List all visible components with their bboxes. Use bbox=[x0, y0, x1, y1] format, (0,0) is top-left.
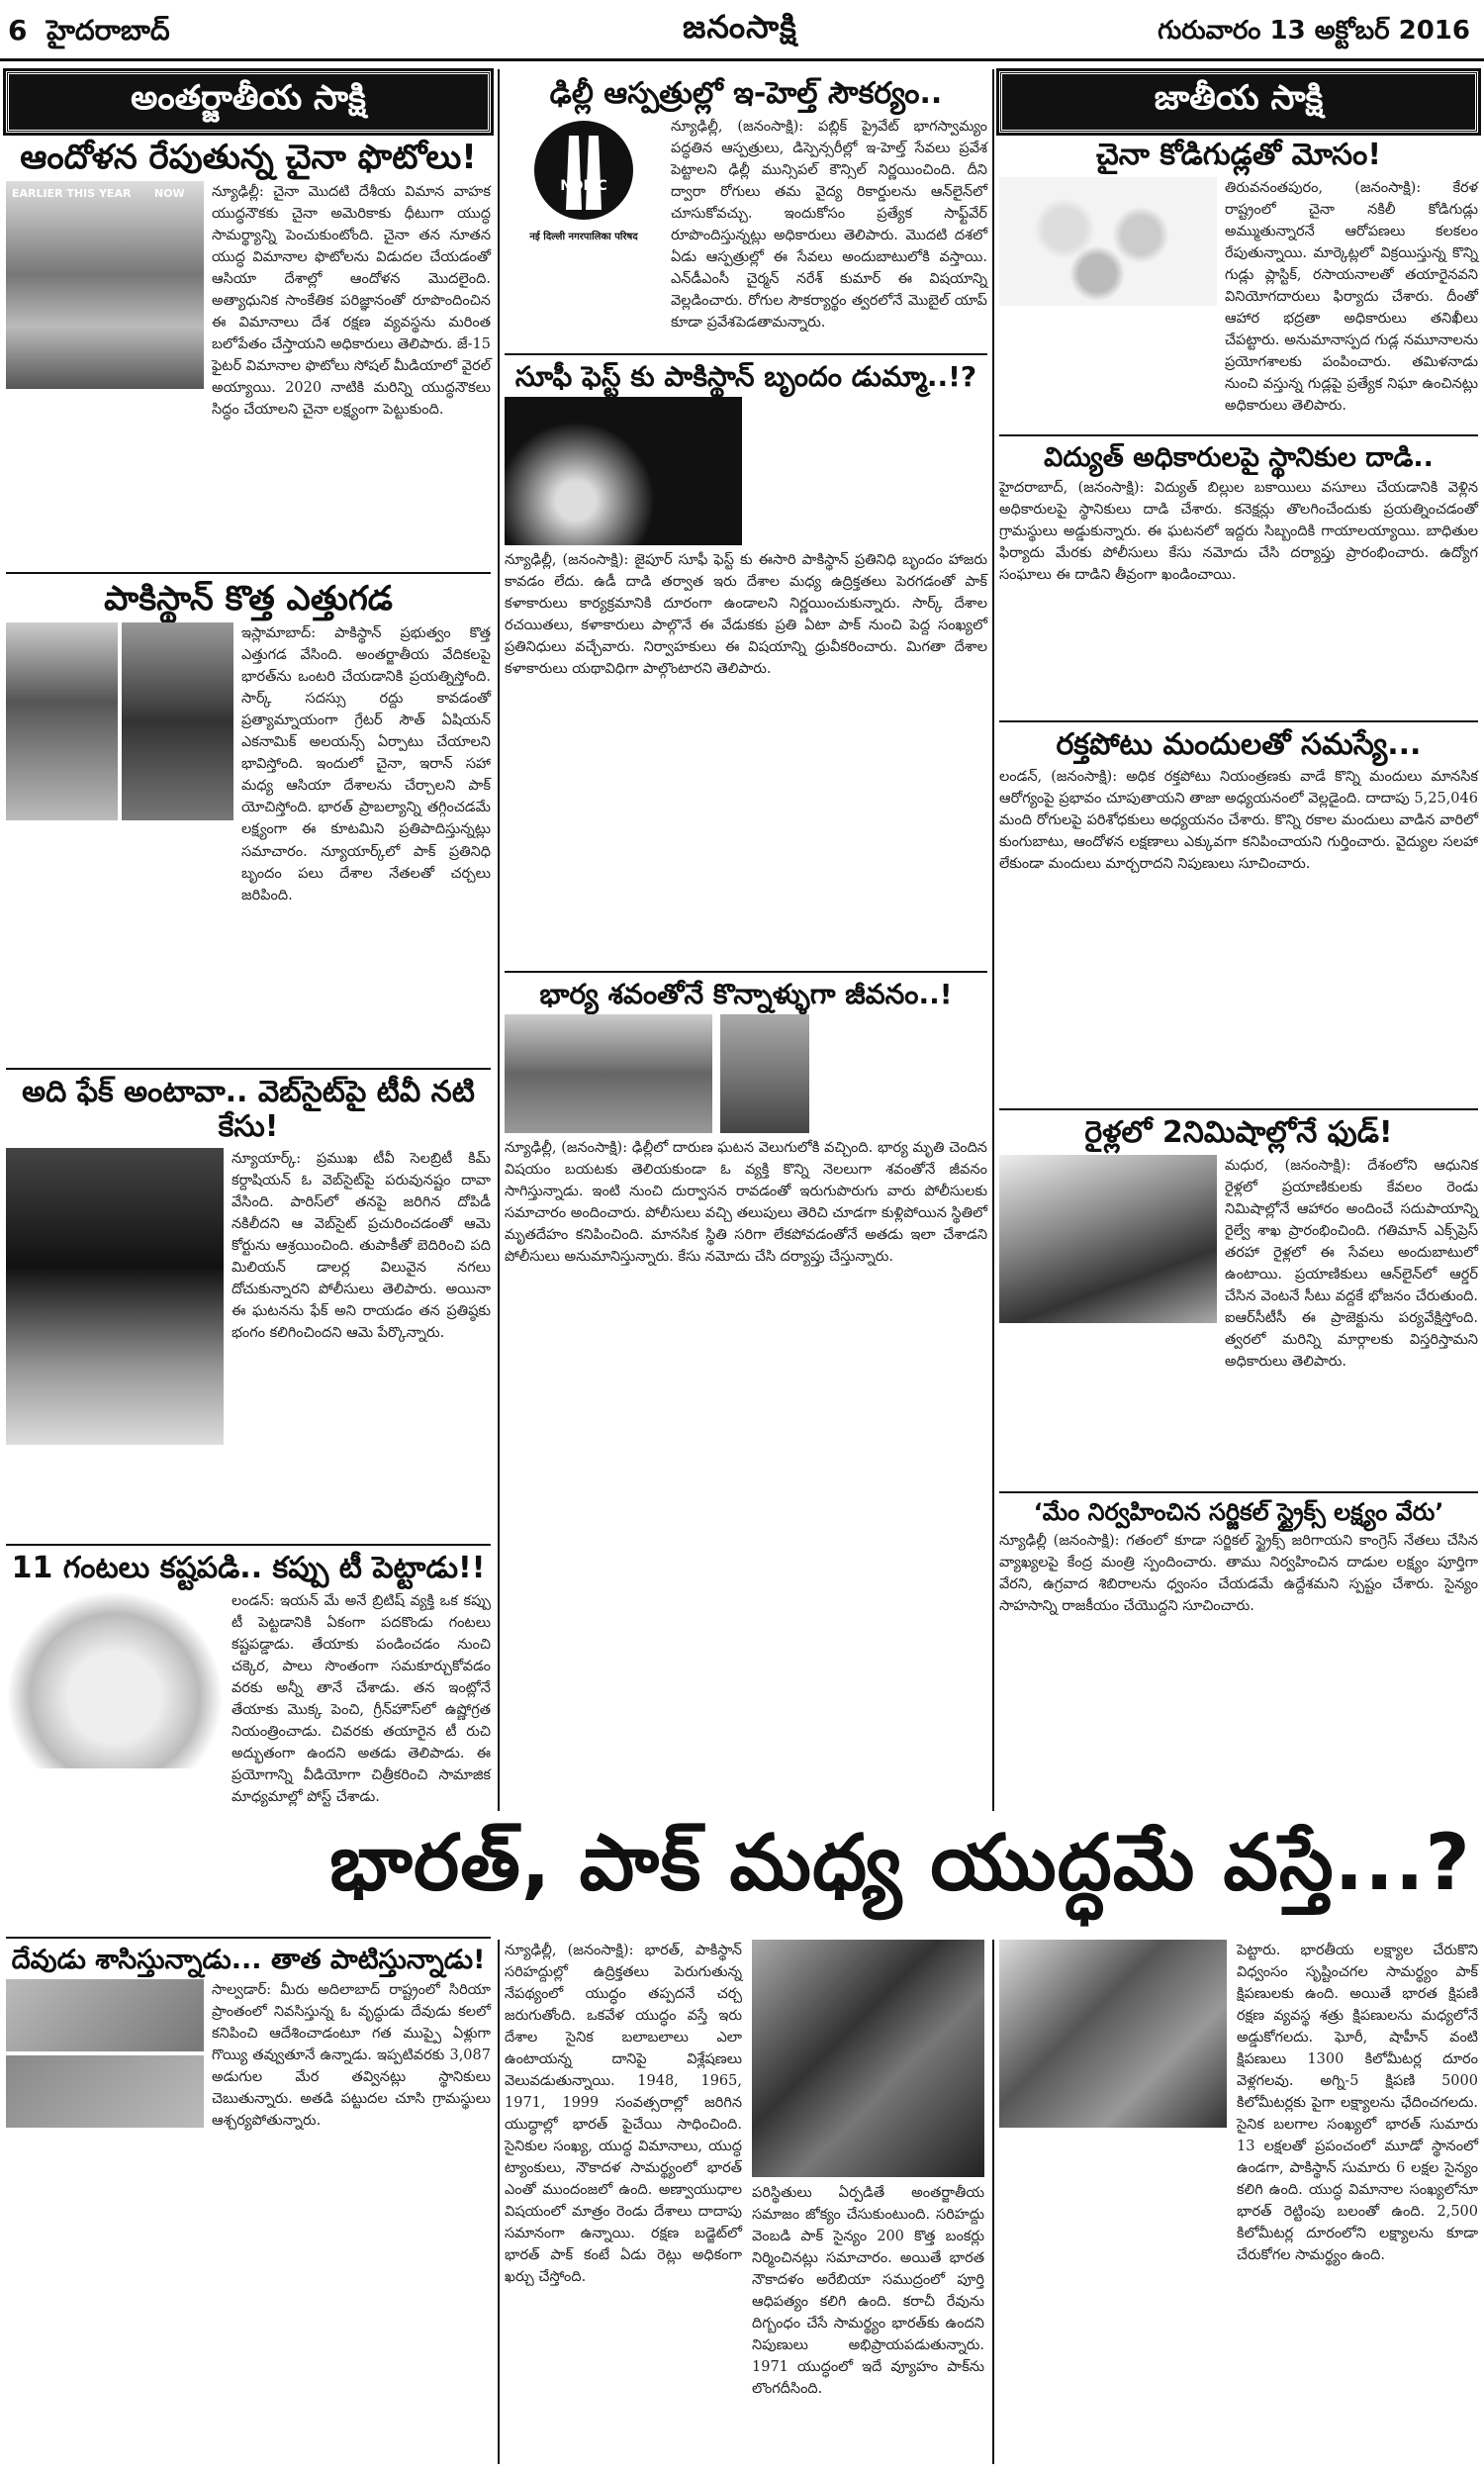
actress-photo bbox=[6, 1148, 224, 1445]
article-china-photos bbox=[6, 181, 491, 419]
aircraft-carrier-photo: EARLIER THIS YEAR NOW bbox=[6, 181, 204, 389]
missile-photo bbox=[999, 1940, 1227, 2128]
article-body: లండన్: ఇయన్ మే అనే బ్రిటిష్ వ్యక్తి ఒక కప్పు టీ పెట్టడానికి ఏకంగా పదకొండు గంటలు కష్టపడ్డాడు. తేయాకు పండించడం నుంచి చక్కెర, పాలు సొంతంగా సమకూర్చుకోవడం వరకు అన్నీ తానే చేశాడు. తన ఇంట్లోనే తేయాకు మొక్క పెంచి, గ్రీన్‌హౌస్‌లో ఉష్ణోగ్రత నియంత్రించాడు. చివరకు తయారైన టీ రుచి అద్భుతంగా ఉందని అతడు తెలిపాడు. ఈ ప్రయోగాన్ని వీడియోగా చిత్రీకరించి సామాజిక మాధ్యమాల్లో పోస్ట్ చేశాడు. bbox=[232, 1592, 491, 1805]
article-body: ఇస్లామాబాద్: పాకిస్థాన్ ప్రభుత్వం కొత్త ఎత్తుగడ వేసింది. అంతర్జాతీయ వేదికలపై భారత్‌ను ఒంటరి చేయడానికి ప్రయత్నిస్తోంది. సార్క్ సదస్సు రద్దు కావడంతో ప్రత్యామ్నాయంగా గ్రేటర్ సౌత్ ఏషియన్ ఎకనామిక్ అలయన్స్ ఏర్పాటు చేయాలని భావిస్తోంది. ఇందులో చైనా, ఇరాన్ సహా మధ్య ఆసియా దేశాలను చేర్చాలని పాక్ యోచిస్తోంది. భారత్ ప్రాబల్యాన్ని తగ్గించడమే లక్ష్యంగా ఈ కూటమిని ప్రతిపాదిస్తున్నట్లు సమాచారం. న్యూయార్క్‌లో పాక్ ప్రతినిధి బృందం పలు దేశాల నేతలతో చర్చలు జరిపింది. bbox=[241, 625, 491, 904]
headline-china-photos: ఆందోళన రేపుతున్న చైనా ఫొటోలు! bbox=[20, 138, 477, 177]
headline-fake-website: అది ఫేక్ అంటావా.. వెబ్‌సైట్‌పై టీవీ నటి కేసు! bbox=[22, 1075, 475, 1144]
section-international: అంతర్జాతీయ సాక్షి bbox=[6, 71, 491, 133]
article-body: న్యూఢిల్లీ, (జనంసాక్షి): పబ్లిక్ ప్రైవేట్ భాగస్వామ్యం పద్ధతిన ఆస్పత్రులు, డిస్పెన్సరీల్లో ఇ-హెల్త్ సేవలు ప్రవేశ పెట్టాలని ఢిల్లీ మున్సిపల్ కౌన్సిల్ నిర్ణయించింది. దీని ద్వారా రోగులు తమ వైద్య రికార్డులను ఆన్‌లైన్‌లో చూసుకోవచ్చు. ఇందుకోసం ప్రత్యేక సాఫ్ట్‌వేర్ రూపొందిస్తున్నట్లు అధికారులు తెలిపారు. మొదటి దశలో ఏడు ఆస్పత్రుల్లో ఈ సేవలు అందుబాటులోకి వస్తాయి. ఎన్‌డీఎంసీ చైర్మన్ నరేశ్ కుమార్ ఈ విషయాన్ని వెల్లడించారు. రోగుల సౌకర్యార్థం త్వరలోనే మొబైల్ యాప్ కూడా ప్రవేశపెడతామన్నారు. bbox=[671, 118, 987, 331]
headline-wife-body: భార్య శవంతోనే కొన్నాళ్ళుగా జీవనం..! bbox=[539, 977, 953, 1010]
article-body: హైదరాబాద్, (జనంసాక్షి): విద్యుత్ బిల్లుల బకాయిలు వసూలు చేయడానికి వెళ్లిన అధికారులపై స్థానికులు దాడి చేశారు. కనెక్షన్లు తొలగించేందుకు ప్రయత్నించడంతో గ్రామస్థులు అడ్డుకున్నారు. ఈ ఘటనలో ఇద్దరు సిబ్బందికి గాయాలయ్యాయి. బాధితుల ఫిర్యాదు మేరకు పోలీసులు కేసు నమోదు చేసి దర్యాప్తు ప్రారంభించారు. ఉద్యోగ సంఘాలు ఈ దాడిని తీవ్రంగా ఖండించాయి. bbox=[999, 479, 1478, 583]
war-photo bbox=[752, 1940, 984, 2177]
headline-sufi-fest: సూఫీ ఫెస్ట్ కు పాకిస్థాన్ బృందం డుమ్మా..!? bbox=[514, 359, 977, 393]
ndmc-logo: NDMC नई दिल्ली नगरपालिका परिषद bbox=[505, 116, 663, 264]
headline-god-orders: దేవుడు శాసిస్తున్నాడు... తాత పాటిస్తున్నాడు! bbox=[11, 1944, 486, 1975]
page-number: 6 హైదరాబాద్ bbox=[8, 14, 170, 47]
tea-cup-photo bbox=[6, 1590, 224, 1768]
article-body: న్యూఢిల్లీ: చైనా మొదటి దేశీయ విమాన వాహక యుద్ధనౌకకు చైనా అమెరికాకు ధీటుగా యుద్ధ సామర్థ్యాన్ని పెంచుకుంటోంది. చైనా తన నూతన యుద్ధ విమానాల ఫొటోలను విడుదల చేయడంతో ఆసియా దేశాల్లో ఆందోళన మొదలైంది. అత్యాధునిక సాంకేతిక పరిజ్ఞానంతో రూపొందించిన ఈ విమానాలు దేశ రక్షణ వ్యవస్థను మరింత బలోపేతం చేస్తాయని అధికారులు తెలిపారు. జే-15 ఫైటర్ విమానాల ఫొటోలు సోషల్ మీడియాలో వైరల్ అయ్యాయి. 2020 నాటికి మరిన్ని యుద్ధనౌకలు సిద్ధం చేయాలని చైనా లక్ష్యంగా పెట్టుకుంది. bbox=[212, 184, 491, 419]
city-label: హైదరాబాద్ bbox=[46, 14, 170, 47]
article-body: న్యూఢిల్లీ, (జనంసాక్షి): జైపూర్ సూఫీ ఫెస్ట్ కు ఈసారి పాకిస్థాన్ ప్రతినిధి బృందం హాజరు కావడం లేదు. ఉడీ దాడి తర్వాత ఇరు దేశాల మధ్య ఉద్రిక్తతలు పెరగడంతో పాక్ కళాకారులు కార్యక్రమానికి దూరంగా ఉండాలని నిర్ణయించుకున్నారు. సార్క్ దేశాల రచయితలు, కళాకారులు పాల్గొనే ఈ వేడుకకు ప్రతి ఏటా పాక్ నుంచి పెద్ద సంఖ్యలో ప్రతినిధులు వచ్చేవారు. నిర్వాహకులు ఈ విషయాన్ని ధ్రువీకరించారు. మిగతా దేశాల కళాకారులు యథావిధిగా పాల్గొంటారని తెలిపారు. bbox=[505, 551, 987, 677]
section-national: జాతీయ సాక్షి bbox=[999, 71, 1478, 133]
sufi-dancers-photo bbox=[505, 397, 742, 545]
svg-text:NDMC: NDMC bbox=[560, 177, 607, 194]
right-column bbox=[999, 71, 1478, 1813]
headline-tea-cup: 11 గంటలు కష్టపడి.. కప్పు టీ పెట్టాడు!! bbox=[11, 1551, 486, 1586]
column-divider bbox=[992, 1940, 994, 2464]
headline-pakistan-move: పాకిస్థాన్ కొత్త ఎత్తుగడ bbox=[104, 579, 393, 619]
article-body-continued: పరిస్థితులు ఏర్పడితే అంతర్జాతీయ సమాజం జోక్యం చేసుకుంటుంది. సరిహద్దు వెంబడి పాక్ సైన్యం 200 కొత్త బంకర్లు నిర్మించినట్లు సమాచారం. అయితే భారత నౌకాదళం అరేబియా సముద్రంలో పూర్తి ఆధిపత్యం కలిగి ఉంది. కరాచీ రేవును దిగ్బంధం చేసే సామర్థ్యం భారత్‌కు ఉందని నిపుణులు అభిప్రాయపడుతున్నారు. 1971 యుద్ధంలో ఇదే వ్యూహం పాక్‌ను లొంగదీసింది. bbox=[752, 2185, 984, 2398]
issue-date: గురువారం 13 అక్టోబర్ 2016 bbox=[1158, 16, 1470, 46]
article-body: న్యూఢిల్లీ, (జనంసాక్షి): భారత్, పాకిస్థాన్ సరిహద్దుల్లో ఉద్రిక్తతలు పెరుగుతున్న నేపథ్యంలో యుద్ధం తప్పదనే చర్చ జరుగుతోంది. ఒకవేళ యుద్ధం వస్తే ఇరు దేశాల సైనిక బలాబలాలు ఎలా ఉంటాయన్న దానిపై విశ్లేషణలు వెలువడుతున్నాయి. 1948, 1965, 1971, 1999 సంవత్సరాల్లో జరిగిన యుద్ధాల్లో భారత్ పైచేయి సాధించింది. సైనికుల సంఖ్య, యుద్ధ విమానాలు, యుద్ధ ట్యాంకులు, నౌకాదళ సామర్థ్యంలో భారత్ ఎంతో ముందంజలో ఉంది. అణ్వాయుధాల విషయంలో మాత్రం రెండు దేశాలు దాదాపు సమానంగా ఉన్నాయి. రక్షణ బడ్జెట్‌లో భారత్ పాక్ కంటే ఏడు రెట్లు అధికంగా ఖర్చు చేస్తోంది. bbox=[505, 1943, 742, 2286]
newspaper-logo: జనంసాక్షి bbox=[683, 8, 797, 46]
article-body: తిరువనంతపురం, (జనంసాక్షి): కేరళ రాష్ట్రంలో చైనా నకిలీ కోడిగుడ్లు అమ్ముతున్నారనే ఆరోపణలు కలకలం రేపుతున్నాయి. మార్కెట్లలో విక్రయిస్తున్న కొన్ని గుడ్లు ప్లాస్టిక్, రసాయనాలతో తయారైనవని వినియోగదారులు ఫిర్యాదు చేశారు. దీంతో ఆహార భద్రతా అధికారులు తనిఖీలు చేపట్టారు. అనుమానాస్పద గుడ్ల నమూనాలను ప్రయోగశాలకు పంపించారు. తమిళనాడు నుంచి వస్తున్న గుడ్లపై ప్రత్యేక నిఘా ఉంచినట్లు అధికారులు తెలిపారు. bbox=[1225, 179, 1478, 414]
middle-column bbox=[505, 71, 987, 1813]
headline-electricity: విద్యుత్ అధికారులపై స్థానికుల దాడి.. bbox=[1044, 441, 1434, 473]
article-body: మధుర, (జనంసాక్షి): దేశంలోని ఆధునిక రైళ్లలో ప్రయాణికులకు కేవలం రెండు నిమిషాల్లోనే ఆహారం అందించే సదుపాయాన్ని రైల్వే శాఖ ప్రారంభించింది. గతిమాన్ ఎక్స్‌ప్రెస్ తరహా రైళ్లలో ఈ సేవలు అందుబాటులో ఉంటాయి. ప్రయాణికులు ఆన్‌లైన్‌లో ఆర్డర్ చేసిన వెంటనే సీటు వద్దకే భోజనం చేరుతుంది. ఐఆర్‌సీటీసీ ఈ ప్రాజెక్టును పర్యవేక్షిస్తోంది. త్వరలో మరిన్ని మార్గాలకు విస్తరిస్తామని అధికారులు తెలిపారు. bbox=[1225, 1157, 1478, 1370]
train-photo bbox=[999, 1155, 1217, 1323]
column-divider bbox=[498, 1940, 500, 2464]
column-divider bbox=[498, 69, 500, 1811]
house-photo bbox=[505, 1014, 712, 1133]
masthead bbox=[0, 0, 1484, 61]
headline-ehealth: ఢిల్లీ ఆస్పత్రుల్లో ఇ-హెల్త్ సౌకర్యం.. bbox=[549, 76, 943, 111]
article-body: సాల్వడార్: మీరు అదిలాబాద్ రాష్ట్రంలో సిరియా ప్రాంతంలో నివసిస్తున్న ఓ వృద్ధుడు దేవుడు కలలో కనిపించి ఆదేశించాడంటూ గత ముప్పై ఏళ్లుగా గొయ్యి తవ్వుతూనే ఉన్నాడు. ఇప్పటివరకు 3,087 అడుగుల మేర తవ్వినట్లు స్థానికులు చెబుతున్నారు. అతడి పట్టుదల చూసి గ్రామస్థులు ఆశ్చర్యపోతున్నారు. bbox=[212, 1981, 491, 2129]
leaders-photos bbox=[6, 622, 233, 820]
ndmc-emblem-icon bbox=[524, 116, 643, 225]
sharif-photo bbox=[122, 622, 233, 820]
person-photo bbox=[720, 1014, 809, 1133]
main-headline: భారత్, పాక్ మధ్య యుద్ధమే వస్తే...? bbox=[329, 1819, 1471, 1908]
left-column bbox=[6, 71, 491, 2466]
article-body: న్యూయార్క్: ప్రముఖ టీవీ సెలబ్రిటీ కిమ్ కర్దాషియన్ ఓ వెబ్‌సైట్‌పై పరువునష్టం దావా వేసింది. పారిస్‌లో తనపై జరిగిన దోపిడీ నకిలీదని ఆ వెబ్‌సైట్ ప్రచురించడంతో ఆమె కోర్టును ఆశ్రయించింది. తుపాకీతో బెదిరించి పది మిలియన్ డాలర్ల విలువైన నగలు దోచుకున్నారని పోలీసులు తెలిపారు. అయినా ఈ ఘటనను ఫేక్ అని రాయడం తన ప్రతిష్ఠకు భంగం కలిగించిందని ఆమె పేర్కొన్నారు. bbox=[232, 1151, 491, 1342]
article-body: న్యూఢిల్లీ (జనంసాక్షి): గతంలో కూడా సర్జికల్ స్ట్రైక్స్ జరిగాయని కాంగ్రెస్ నేతలు చేసిన వ్యాఖ్యలపై కేంద్ర మంత్రి స్పందించారు. తాము నిర్వహించిన దాడుల లక్ష్యం పూర్తిగా వేరని, ఉగ్రవాద శిబిరాలను ధ్వంసం చేయడమే ఉద్దేశమని స్పష్టం చేశారు. సైన్యం సాహసాన్ని రాజకీయం చేయొద్దని సూచించారు. bbox=[999, 1533, 1478, 1615]
eggs-photo bbox=[999, 177, 1217, 306]
old-man-photos bbox=[6, 1979, 204, 2128]
headline-bp-medicine: రక్తపోటు మందులతో సమస్యే... bbox=[1056, 726, 1422, 762]
article-body-continued bbox=[999, 2138, 1227, 2464]
article-body: న్యూఢిల్లీ, (జనంసాక్షి): ఢిల్లీలో దారుణ ఘటన వెలుగులోకి వచ్చింది. భార్య మృతి చెందిన విషయం బయటకు తెలియకుండా ఓ వ్యక్తి కొన్ని నెలలుగా శవంతోనే జీవనం సాగిస్తున్నాడు. ఇంటి నుంచి దుర్వాసన రావడంతో ఇరుగుపొరుగు వారు పోలీసులకు సమాచారం అందించారు. పోలీసులు వచ్చి తలుపులు తెరిచి చూడగా కుళ్లిపోయిన స్థితిలో మృతదేహం కనిపించింది. మానసిక స్థితి సరిగా లేకపోవడంతోనే అతడు ఇలా చేశాడని పోలీసులు అనుమానిస్తున్నారు. కేసు నమోదు చేసి దర్యాప్తు చేస్తున్నారు. bbox=[505, 1139, 987, 1266]
modi-photo bbox=[6, 622, 118, 820]
article-body: లండన్, (జనంసాక్షి): అధిక రక్తపోటు నియంత్రణకు వాడే కొన్ని మందులు మానసిక ఆరోగ్యంపై ప్రభావం చూపుతాయని తాజా అధ్యయనంలో వెల్లడైంది. దాదాపు 5,25,046 మంది రోగులపై పరిశోధకులు అధ్యయనం చేశారు. కొన్ని రకాల మందులు వాడిన వారిలో కుంగుబాటు, ఆందోళన లక్షణాలు ఎక్కువగా కనిపించాయని గుర్తించారు. వైద్యుల సలహా లేకుండా మందులు మార్చరాదని నిపుణులు సూచించారు. bbox=[999, 769, 1478, 873]
article-body: పెట్టారు. భారతీయ లక్ష్యాల చేరుకొని విధ్వంసం సృష్టించగల సామర్థ్యం పాక్ క్షిపణులకు ఉంది. అయితే భారత క్షిపణి రక్షణ వ్యవస్థ శత్రు క్షిపణులను మధ్యలోనే అడ్డుకోగలదు. ఘోరీ, షాహీన్ వంటి క్షిపణులు 1300 కిలోమీటర్ల దూరం వెళ్లగలవు. అగ్ని-5 క్షిపణి 5000 కిలోమీటర్లకు పైగా లక్ష్యాలను ఛేదించగలదు. సైనిక బలగాల సంఖ్యలో భారత్ సుమారు 13 లక్షలతో ప్రపంచంలో మూడో స్థానంలో ఉండగా, పాకిస్థాన్ సుమారు 6 లక్షల సైన్యం కలిగి ఉంది. యుద్ధ విమానాల సంఖ్యలోనూ భారత్ రెట్టింపు బలంతో ఉంది. 2,500 కిలోమీటర్ల దూరంలోని లక్ష్యాలను కూడా చేరుకోగల సామర్థ్యం ఉంది. bbox=[1237, 1943, 1478, 2264]
headline-surgical-strikes: ‘మేం నిర్వహించిన సర్జికల్ స్ట్రైక్స్ లక్ష్యం వేరు’ bbox=[1033, 1497, 1444, 1526]
headline-train-food: రైళ్లలో 2నిమిషాల్లోనే ఫుడ్! bbox=[1084, 1115, 1393, 1151]
headline-china-eggs: చైనా కోడిగుడ్లతో మోసం! bbox=[1095, 138, 1381, 172]
column-divider bbox=[992, 69, 994, 1811]
